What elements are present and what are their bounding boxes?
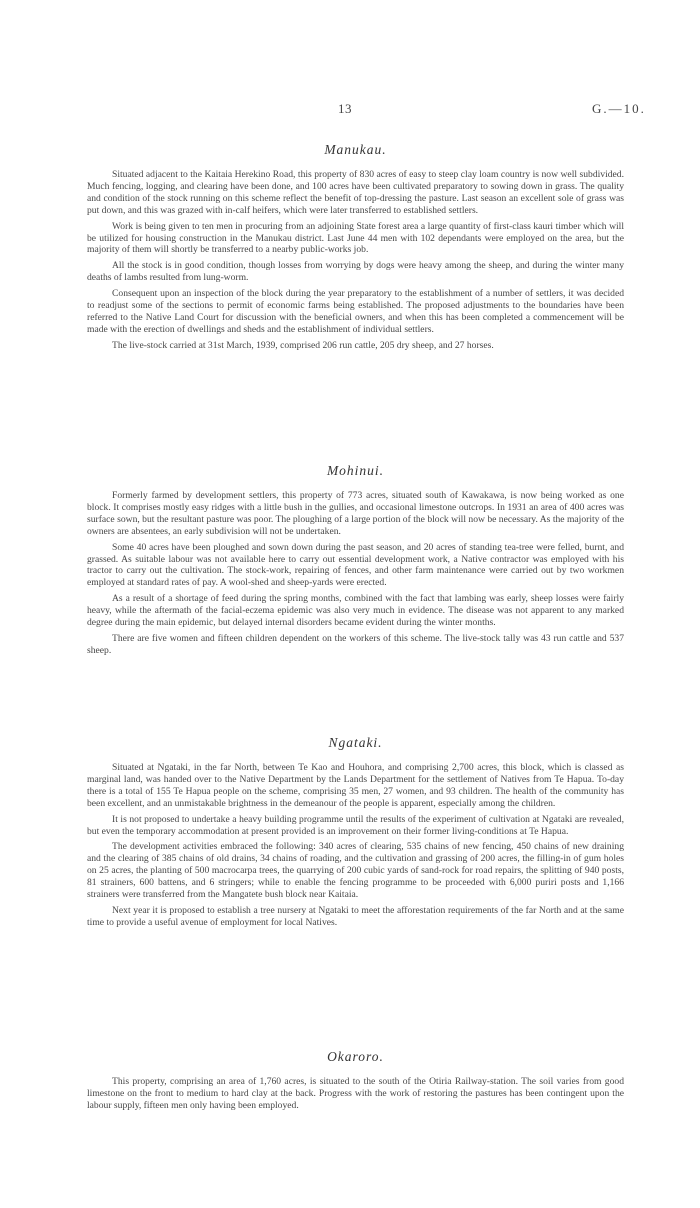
paragraph: The live-stock carried at 31st March, 1939, comprised 206 run cattle, 205 dry sheep, and 27 horses. [112, 339, 494, 351]
paragraph: Work is being given to ten men in procuring from an adjoining State forest area a large quantity of first-class kauri timber which will be utilized for housing construction in the Manukau district. Last June 44 men with 102 dependants were employed on the area, but the majority of them will shortly be transferred to a nearby public-works job. [87, 220, 624, 256]
paragraph: Some 40 acres have been ploughed and sown down during the past season, and 20 acres of standing tea-tree were felled, burnt, and grassed. As suitable labour was not available here to carry out essential development work, a Native contractor was employed with his tractor to carry out the cultivation. The stock-work, repairing of fences, and other farm maintenance were carried out by two workmen employed at standard rates of pay. A wool-shed and sheep-yards were erected. [87, 541, 624, 589]
paragraph: All the stock is in good condition, though losses from worrying by dogs were heavy among the sheep, and during the winter many deaths of lambs resulted from lung-worm. [87, 260, 624, 284]
paragraph: There are five women and fifteen children dependent on the workers of this scheme. The live-stock tally was 43 run cattle and 537 sheep. [87, 632, 624, 656]
paragraph: Situated adjacent to the Kaitaia Herekino Road, this property of 830 acres of easy to steep clay loam country is now well subdivided. Much fencing, logging, and clearing have been done, and 100 acres have been cultivated preparatory to sowing down in grass. The quality and condition of the stock running on this scheme reflect the benefit of top-dressing the pasture. Last season an excellent sole of grass was put down, and this was grazed with in-calf heifers, which were later transferred to established settlers. [87, 169, 624, 216]
paragraph: Situated at Ngataki, in the far North, between Te Kao and Houhora, and comprising 2,700 acres, this block, which is classed as marginal land, was handed over to the Native Department by the Lands Department for the settlement of Natives from Te Hapua. To-day there is a total of 155 Te Hapua people on the scheme, comprising 35 men, 27 women, and 93 children. The health of the community has been excellent, and an unmistakable brightness in the demeanour of the people is apparent, especially among the children. [87, 762, 624, 809]
section-okaroro [87, 1049, 624, 1116]
paragraph: Next year it is proposed to establish a tree nursery at Ngataki to meet the afforestation requirements of the far North and at the same time to provide a useful avenue of employment for local Natives. [87, 904, 624, 928]
paragraph: Consequent upon an inspection of the block during the year preparatory to the establishment of a number of settlers, it was decided to readjust some of the sections to permit of economic farms being established. The proposed adjustments to the boundaries have been referred to the Native Land Court for discussion with the beneficial owners, and when this has been completed a commencement will be made with the erection of dwellings and sheds and the establishment of individual settlers. [87, 288, 624, 335]
section-title: Okaroro. [327, 1049, 384, 1064]
section-title: Mohinui. [326, 463, 385, 478]
section-title: Manukau. [324, 142, 387, 157]
paragraph: This property, comprising an area of 1,760 acres, is situated to the south of the Otiria Railway-station. The soil varies from good limestone on the front to medium to hard clay at the back. Progress with the work of restoring the pastures has been contingent upon the labour supply, fifteen men only having been employed. [87, 1076, 624, 1111]
paragraph: Formerly farmed by development settlers, this property of 773 acres, situated south of Kawakawa, is now being worked as one block. It comprises mostly easy ridges with a little bush in the gullies, and occasional limestone outcrops. In 1931 an area of 400 acres was surface sown, but the resultant pasture was poor. The ploughing of a large portion of the block will now be necessary. As the majority of the owners are absentees, an early subdivision will not be undertaken. [87, 490, 624, 537]
page-number: 13 [338, 101, 352, 116]
paragraph: As a result of a shortage of feed during the spring months, combined with the fact that lambing was early, sheep losses were fairly heavy, while the aftermath of the facial-eczema epidemic was also very much in evidence. The disease was not apparent to any marked degree during the main epidemic, but delayed internal disorders became evident during the winter months. [87, 593, 624, 629]
section-ngataki [87, 735, 624, 933]
section-title: Ngataki. [328, 735, 383, 750]
section-manukau [87, 142, 624, 356]
document-reference: G.—10. [592, 101, 646, 116]
paragraph: It is not proposed to undertake a heavy building programme until the results of the experiment of cultivation at Ngataki are revealed, but even the temporary accommodation at present provided is an improvement on their former living-conditions at Te Hapua. [87, 813, 624, 837]
paragraph: The development activities embraced the following: 340 acres of clearing, 535 chains of new fencing, 450 chains of new draining and the clearing of 385 chains of old drains, 34 chains of roading, and the cultivation and grassing of 200 acres, the filling-in of gum holes on 25 acres, the planting of 500 macrocarpa trees, the quarrying of 200 cubic yards of sand-rock for road repairs, the splitting of 940 posts, 81 strainers, 600 battens, and 6 stringers; while to enable the fencing programme to be proceeded with 6,000 puriri posts and 1,166 strainers were transferred from the Mangatete bush block near Kaitaia. [87, 841, 624, 901]
section-mohinui [87, 463, 624, 661]
